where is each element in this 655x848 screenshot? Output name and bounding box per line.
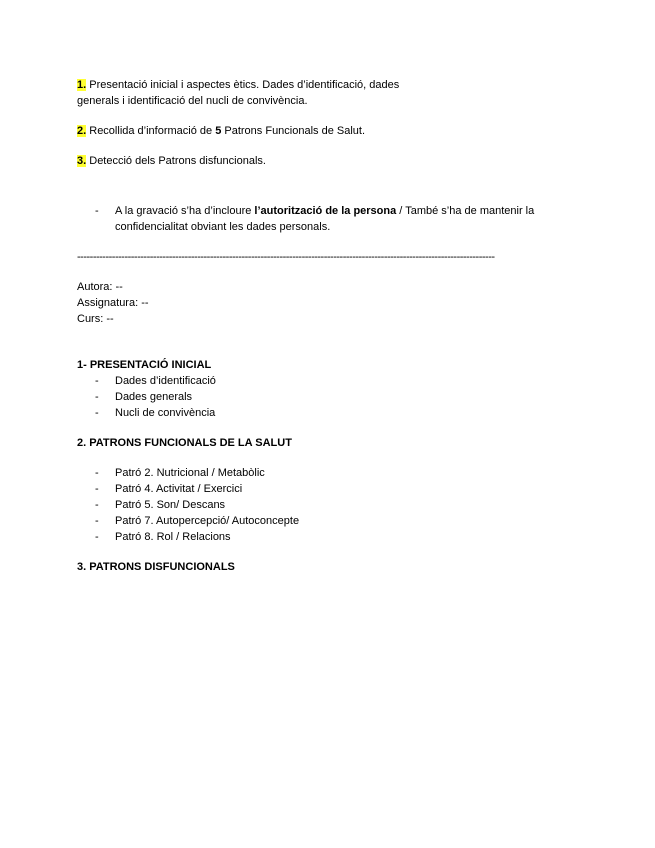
step-2-text-post: Patrons Funcionals de Salut.: [221, 125, 366, 137]
document-page: [77, 77, 577, 575]
list-item-text: Dades d’identificació: [115, 375, 216, 387]
list-item-text: Patró 5. Son/ Descans: [115, 499, 226, 511]
list-item-text: Patró 8. Rol / Relacions: [115, 531, 231, 543]
bullet-dash: -: [95, 375, 99, 387]
step-1-number: 1.: [77, 79, 87, 91]
list-item: [77, 465, 577, 481]
note-text-line2: confidencialitat obviant les dades personals.: [115, 221, 331, 233]
step-3-number: 3.: [77, 155, 87, 167]
step-1: [77, 77, 577, 109]
note-text-pre: A la gravació s’ha d’incloure: [115, 205, 255, 217]
bullet-dash: -: [95, 391, 99, 403]
list-item-text: Patró 2. Nutricional / Metabòlic: [115, 467, 265, 479]
list-item-text: Nucli de convivència: [115, 407, 216, 419]
step-3-text: Detecció dels Patrons disfuncionals.: [89, 155, 266, 167]
bullet-dash: -: [95, 483, 99, 495]
step-1-text: Presentació inicial i aspectes ètics. Dades d’identificació, dades: [89, 79, 400, 91]
step-1-text-line2: generals i identificació del nucli de convivència.: [77, 95, 308, 107]
step-2-text-pre: Recollida d’informació de: [89, 125, 216, 137]
list-item: [77, 529, 577, 545]
list-item: [77, 389, 577, 405]
section-2-title: 2. PATRONS FUNCIONALS DE LA SALUT: [77, 437, 292, 449]
note-text-post: / També s’ha de mantenir la: [396, 205, 535, 217]
list-item: [77, 373, 577, 389]
list-item-text: Patró 4. Activitat / Exercici: [115, 483, 243, 495]
meta-curs: Curs: --: [77, 313, 114, 325]
list-item: [77, 405, 577, 421]
step-2-count: 5: [215, 125, 222, 137]
bullet-dash: -: [95, 499, 99, 511]
step-2: [77, 123, 577, 139]
bullet-dash: -: [95, 467, 99, 479]
bullet-dash: -: [95, 205, 99, 217]
section-3-title: 3. PATRONS DISFUNCIONALS: [77, 561, 235, 573]
list-item: [77, 513, 577, 529]
note-text-bold: l’autorització de la persona: [254, 205, 397, 217]
step-2-number: 2.: [77, 125, 87, 137]
bullet-dash: -: [95, 407, 99, 419]
section-2-list: [77, 465, 577, 545]
meta-autora: Autora: --: [77, 281, 123, 293]
recording-note: [77, 203, 577, 235]
section-1-title: 1- PRESENTACIÓ INICIAL: [77, 359, 212, 371]
step-3: [77, 153, 577, 169]
list-item-text: Dades generals: [115, 391, 193, 403]
recording-note-item: [77, 203, 577, 235]
meta-assignatura: Assignatura: --: [77, 297, 149, 309]
list-item: [77, 481, 577, 497]
list-item: [77, 497, 577, 513]
bullet-dash: -: [95, 515, 99, 527]
separator-line: ------------------------------------------------------------------------------------------------------------------------------------: [77, 251, 495, 263]
list-item-text: Patró 7. Autopercepció/ Autoconcepte: [115, 515, 300, 527]
bullet-dash: -: [95, 531, 99, 543]
section-1-list: [77, 373, 577, 421]
